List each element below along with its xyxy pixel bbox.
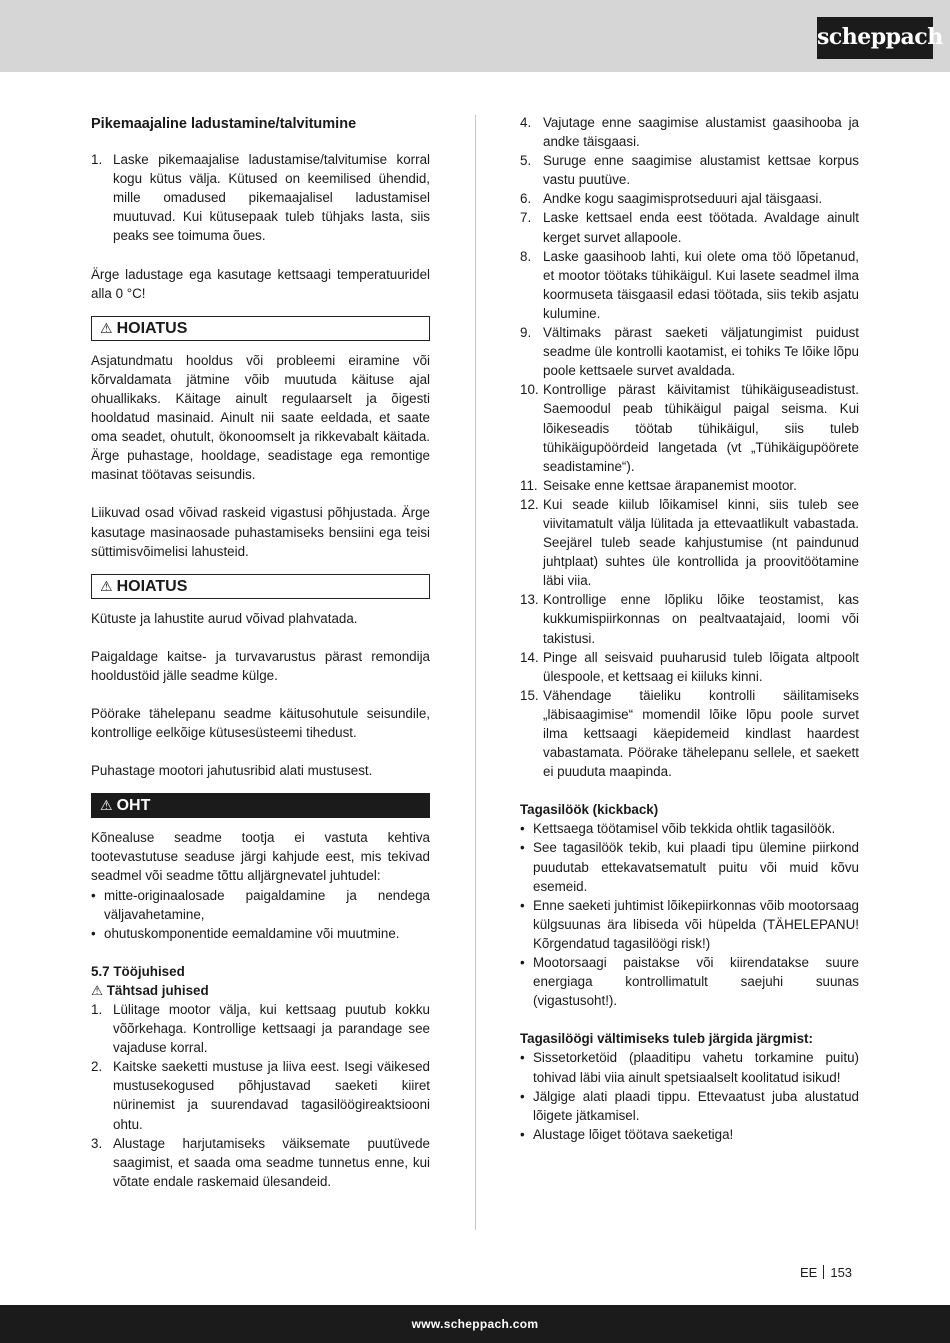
- list-item: 1. Lülitage mootor välja, kui kettsaag puutub kokku võõrkehaga. Kontrollige kettsaagi ja parandage see vajaduse korral.: [91, 1002, 430, 1056]
- list-item: • Enne saeketi juhtimist lõikepiirkonnas võib mootorsaag külgsuunas ära libiseda või hüpelda (TÄHELEPANU! Kõrgendatud tagasilöögi risk!): [520, 897, 859, 951]
- section-title: 5.7 Tööjuhised: [91, 963, 185, 979]
- list-item: 13. Kontrollige enne lõpliku lõike teostamist, kas kukkumispiirkonnas on pealtvaatajaid, loomi või takistusi.: [520, 592, 859, 646]
- list-item: • Sissetorketöid (plaaditipu vahetu torkamine puitu) tohivad läbi viia ainult spetsiaalselt koolitatud isikud!: [520, 1050, 859, 1085]
- page-footer: [0, 1305, 950, 1343]
- warning-triangle-icon: ⚠: [100, 577, 113, 594]
- danger-bullets: [91, 886, 430, 943]
- paragraph: Liikuvad osad võivad raskeid vigastusi põhjustada. Ärge kasutage masinaosade puhastamiseks bensiini ega teisi süttimisvõimelisi lahusteid.: [91, 505, 430, 559]
- list-item: 4. Vajutage enne saagimise alustamist gaasihooba ja andke täisgaasi.: [520, 115, 859, 150]
- brand-logo: scheppach: [817, 17, 933, 59]
- temperature-note: Ärge ladustage ega kasutage kettsaagi temperatuuridel alla 0 °C!: [91, 266, 430, 301]
- paragraph: Kütuste ja lahustite aurud võivad plahvatada.: [91, 610, 358, 626]
- list-item: 2. Kaitske saeketti mustuse ja liiva eest. Isegi väikesed mustusekogused põhjustavad saeketi kiiret nürinemist ja suurendavad tagasilöögireaktsiooni ohtu.: [91, 1059, 430, 1132]
- page-number-value: 153: [830, 1265, 853, 1280]
- list-item: • Alustage lõiget töötava saeketiga!: [520, 1126, 734, 1142]
- kickback-bullets: [520, 819, 859, 1010]
- list-item: 3. Alustage harjutamiseks väiksemate puutüvede saagimist, et saada oma seadme tunnetus enne, kui võtate endale raskemaid ülesandeid.: [91, 1135, 430, 1189]
- list-item: 12. Kui seade kiilub lõikamisel kinni, siis tuleb see viivitamatult välja lülitada ja ettevaatlikult vabastada. Seejärel tuleb seade kahjustumise (nt paindunud juhtplaat) suhtes üle kontrollida ja proovitöötamine läbi viia.: [520, 496, 859, 589]
- danger-label: OHT: [116, 797, 151, 815]
- paragraph: Pöörake tähelepanu seadme käitusohutule seisundile, kontrollige eelkõige kütusesüsteemi tihedust.: [91, 705, 430, 741]
- right-column: [520, 113, 859, 1144]
- paragraph: Paigaldage kaitse- ja turvavarustus pärast remondija hooldustöid jälle seadme külge.: [91, 648, 430, 683]
- paragraph: Kõnealuse seadme tootja ei vastuta kehtiva tootevastutuse seaduse järgi kahjude eest, mis tekivad seadmel või seadme tõttu alljärgnevatel juhtudel:: [91, 830, 430, 884]
- instructions-list-continued: [520, 113, 859, 781]
- list-item: 7. Laske kettsael enda eest töötada. Avaldage ainult kerget survet allapoole.: [520, 210, 859, 245]
- list-item: 8. Laske gaasihoob lahti, kui olete oma töö lõpetanud, et mootor töötaks tühikäigul. Kui lasete seadmel ilma koormuseta täisgaasil edasi töötada, siis tekib asjatu kulumine.: [520, 248, 859, 321]
- list-item: 6. Andke kogu saagimisprotseduuri ajal täisgaasi.: [520, 191, 823, 207]
- list-item: • ohutuskomponentide eemaldamine või muutmine.: [91, 925, 400, 941]
- list-item: 9. Vältimaks pärast saeketi väljatungimist puidust seadme üle kontrolli kaotamist, ei tohiks Te lõike lõpu poole kettsaele survet avaldada.: [520, 325, 859, 379]
- instructions-list: [91, 1000, 430, 1191]
- warning-label: HOIATUS: [116, 577, 188, 595]
- section-subtitle: ⚠ Tähtsad juhised: [91, 982, 209, 998]
- paragraph: Puhastage mootori jahutusribid alati mustusest.: [91, 763, 373, 779]
- language-code: EE: [800, 1265, 818, 1280]
- page-number: [800, 1265, 852, 1280]
- list-item: • See tagasilöök tekib, kui plaadi tipu ülemine piirkond puudutab ettekavatsematult puitu või muid kõvu esemeid.: [520, 840, 859, 894]
- warning-label: HOIATUS: [116, 319, 188, 337]
- danger-box: [91, 793, 430, 818]
- storage-list: [91, 150, 430, 245]
- list-item: 5. Suruge enne saagimise alustamist kettsae korpus vastu puutüve.: [520, 153, 859, 188]
- warning-box: [91, 574, 430, 599]
- website-link[interactable]: www.scheppach.com: [411, 1317, 539, 1331]
- list-item: 10. Kontrollige pärast käivitamist tühikäiguseadistust. Saemoodul peab tühikäigul paigal seisma. Kui lõikeseadis töötab tühikäigul, siis tuleb tühikäigupöördeid langetada (vt „Tühikäigupöörete seadistamine“).: [520, 382, 859, 474]
- warning-triangle-icon: ⚠: [100, 319, 113, 336]
- warning-box: [91, 316, 430, 341]
- list-item: 15. Vähendage täieliku kontrolli säilitamiseks „läbisaagimise“ momendil lõike lõpu poole survet ilma kettsaagi käepidemeid kindlast haardest vabastamata. Pöörake tähelepanu sellele, et saekett ei puuduta maapinda.: [520, 687, 859, 780]
- paragraph: Asjatundmatu hooldus või probleemi eiramine või kõrvaldamata jätmine võib muutuda käituse ajal ohuallikaks. Käitage ainult regulaarselt ja õigesti hooldatud masinaid. Ainult nii saate eeldada, et saate oma seadet, ohutult, ökonoomselt ja rikkevabalt käitada. Ärge puhastage, hooldage, seadistage ega remontige masinat töötavas seisundis.: [91, 352, 430, 483]
- storage-heading: Pikemaajaline ladustamine/talvitumine: [91, 116, 357, 132]
- list-item: 11. Seisake enne kettsae ärapanemist mootor.: [520, 477, 797, 493]
- list-item: • mitte-originaalosade paigaldamine ja nendega väljavahetamine,: [91, 887, 430, 922]
- list-item: 14. Pinge all seisvaid puuharusid tuleb lõigata altpoolt ülespoole, et kettsaag ei kiiluks kinni.: [520, 649, 859, 684]
- warning-triangle-icon: ⚠: [100, 797, 113, 814]
- list-item: 1. Laske pikemaajalise ladustamise/talvitumise korral kogu kütus välja. Kütused on keemilised ühendid, mille omadused pikemaajalisel ladustamisel muutuvad. Kui kütusepaak tuleb tühjaks lasta, siis peaks see toimuma õues.: [91, 152, 430, 244]
- page-header: [0, 0, 950, 72]
- avoid-kickback-heading: Tagasilöögi vältimiseks tuleb järgida järgmist:: [520, 1031, 813, 1047]
- column-divider: [475, 115, 476, 1230]
- list-item: • Kettsaega töötamisel võib tekkida ohtlik tagasilöök.: [520, 821, 836, 837]
- left-column: [91, 113, 430, 1191]
- kickback-heading: Tagasilöök (kickback): [520, 802, 659, 818]
- list-item: • Mootorsaagi paistakse või kiirendatakse suure energiaga kontrollimatult saejuhi suunas (vigastusoht!).: [520, 955, 859, 1009]
- list-item: • Jälgige alati plaadi tippu. Ettevaatust juba alustatud lõigete jätkamisel.: [520, 1088, 859, 1123]
- avoid-kickback-bullets: [520, 1048, 859, 1143]
